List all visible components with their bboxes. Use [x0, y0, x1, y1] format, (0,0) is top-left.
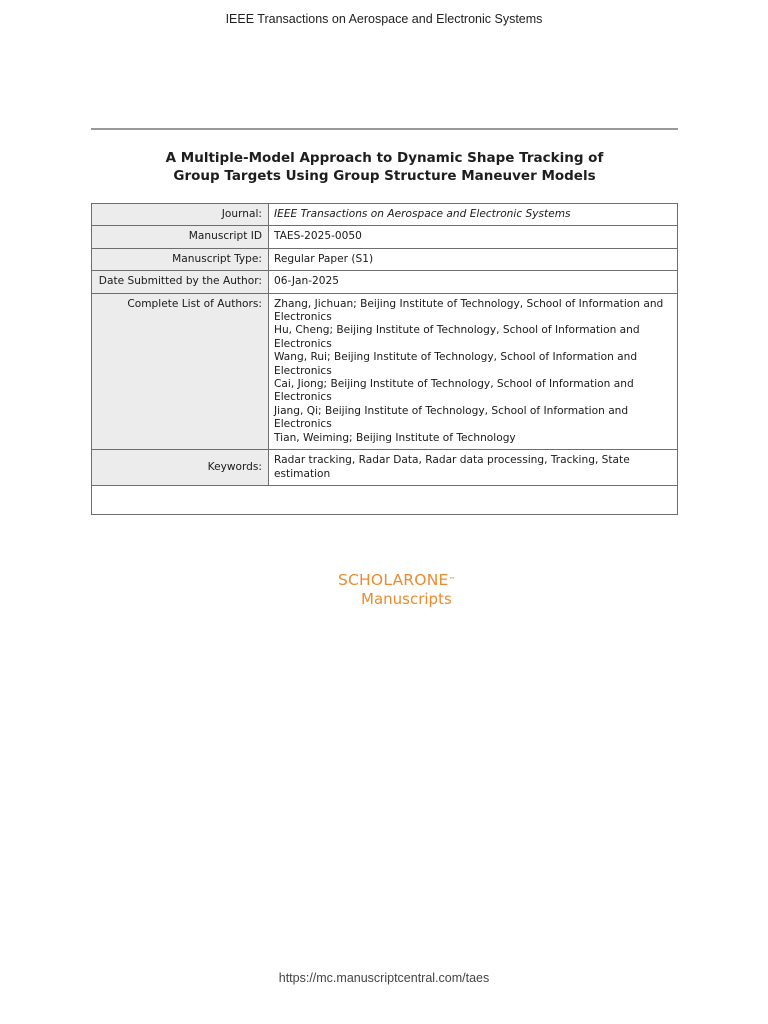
- manuscript-metadata-table: [91, 203, 678, 515]
- keywords-value: Radar tracking, Radar Data, Radar data processing, Tracking, State estimation: [269, 450, 678, 486]
- date-submitted-value: 06-Jan-2025: [269, 271, 678, 293]
- date-submitted-label: Date Submitted by the Author:: [92, 271, 269, 293]
- author-entry: Wang, Rui; Beijing Institute of Technology, School of Information and Electronics: [274, 351, 638, 377]
- paper-title: [91, 150, 678, 185]
- logo-scholar: SCHOLAR: [338, 571, 415, 589]
- date-submitted-row: [92, 271, 678, 293]
- logo-one: ONE: [414, 571, 449, 589]
- blank-row: [92, 485, 678, 514]
- author-entry: Cai, Jiong; Beijing Institute of Technology, School of Information and Electronics: [274, 378, 634, 404]
- manuscript-type-row: [92, 248, 678, 270]
- keywords-label: Keywords:: [92, 450, 269, 486]
- header-rule: [91, 128, 678, 130]
- journal-label: Journal:: [92, 204, 269, 226]
- authors-row: [92, 293, 678, 449]
- author-entry: Tian, Weiming; Beijing Institute of Technology: [274, 431, 516, 444]
- manuscript-id-row: [92, 226, 678, 248]
- journal-row: [92, 204, 678, 226]
- keywords-row: [92, 450, 678, 486]
- scholarone-logo: [338, 570, 456, 608]
- logo-product: Manuscripts: [361, 590, 452, 608]
- author-entry: Hu, Cheng; Beijing Institute of Technology, School of Information and Electronics: [274, 324, 640, 350]
- author-entry: Zhang, Jichuan; Beijing Institute of Technology, School of Information and Electronics: [274, 297, 664, 324]
- author-entry: Jiang, Qi; Beijing Institute of Technology, School of Information and Electronics: [274, 404, 629, 431]
- manuscript-id-label: Manuscript ID: [92, 226, 269, 248]
- paper-title-line-2: Group Targets Using Group Structure Maneuver Models: [173, 167, 596, 184]
- manuscript-id-value: TAES-2025-0050: [269, 226, 678, 248]
- authors-label: Complete List of Authors:: [92, 293, 269, 449]
- footer-url[interactable]: https://mc.manuscriptcentral.com/taes: [278, 971, 490, 985]
- logo-trademark: ™: [448, 576, 456, 584]
- running-header: IEEE Transactions on Aerospace and Electronic Systems: [225, 12, 543, 26]
- blank-cell: [92, 485, 678, 514]
- paper-title-line-1: A Multiple-Model Approach to Dynamic Shape Tracking of: [165, 150, 604, 166]
- journal-value: IEEE Transactions on Aerospace and Electronic Systems: [269, 204, 678, 226]
- manuscript-type-value: Regular Paper (S1): [269, 248, 678, 270]
- authors-list: [269, 293, 678, 449]
- manuscript-type-label: Manuscript Type:: [92, 248, 269, 270]
- logo-wordmark: [338, 570, 456, 590]
